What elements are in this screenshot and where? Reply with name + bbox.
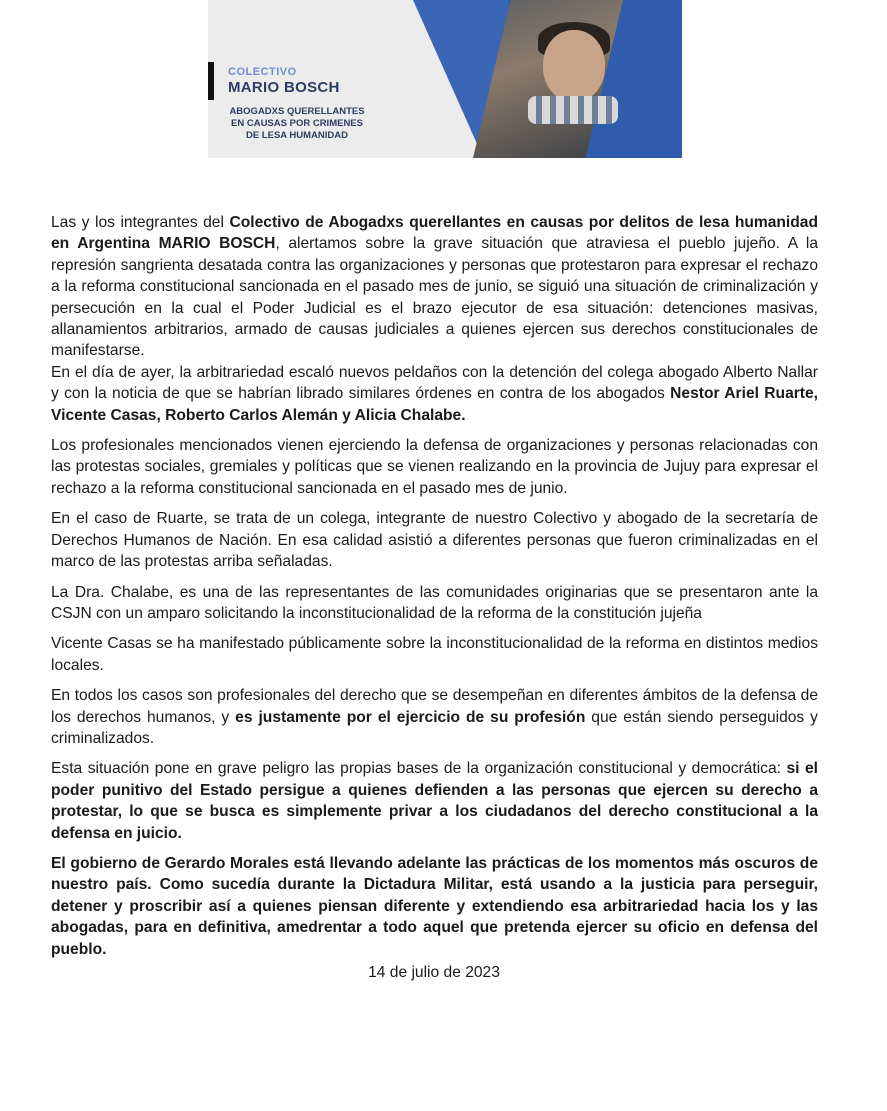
text: En el día de ayer, la arbitrariedad escaló nuevos peldaños con la detención del colega abogado Alberto Nallar y con la noticia de que se habrían librado similares órdenes en contra de los abogados bbox=[51, 363, 818, 403]
paragraph-8 bbox=[51, 758, 818, 844]
text: que están siendo perseguidos y criminalizados. bbox=[51, 708, 818, 747]
paragraph-5: La Dra. Chalabe, es una de las representantes de las comunidades originarias que se presentaron ante la CSJN con un amparo solicitando la inconstitucionalidad de la reforma de la constitución jujeña bbox=[51, 583, 818, 622]
bold-text: Colectivo de Abogadxs querellantes en causas por delitos de lesa humanidad en Argentina MARIO BOSCH bbox=[51, 214, 818, 253]
paragraph-7 bbox=[51, 685, 818, 749]
banner-black-bar bbox=[208, 62, 214, 100]
paragraph-9 bbox=[51, 853, 818, 960]
bold-text: El gobierno de Gerardo Morales está llevando adelante las prácticas de los momentos más oscuros de nuestro país. Como sucedía durante la Dictadura Militar, está usando a la justicia para perseguir, detener y proscribir así a quienes piensan diferente y extendiendo esa arbitrariedad hacia los y las abogadas, para en definitiva, amedrentar a todo aquel que pretenda ejercer su oficio en defensa del pueblo. bbox=[51, 854, 818, 958]
banner-colectivo: COLECTIVO bbox=[228, 66, 297, 78]
text: Esta situación pone en grave peligro las propias bases de la organización constitucional y democrática: bbox=[51, 760, 787, 778]
paragraph-3: Los profesionales mencionados vienen ejerciendo la defensa de organizaciones y personas relacionadas con las protestas sociales, gremiales y políticas que se vienen realizando en la provincia de Jujuy para expresar el rechazo a la reforma constitucional sancionada en el pasado mes de junio. bbox=[51, 437, 818, 497]
text: Las y los integrantes del bbox=[51, 214, 230, 231]
paragraph-1 bbox=[51, 212, 818, 362]
portrait-face bbox=[543, 30, 605, 102]
text: , alertamos sobre la grave situación que atraviesa el pueblo jujeño. A la represión sangrienta desatada contra las organizaciones y personas que protestaron para expresar el rechazo a la reforma constitucional sancionada en el pasado mes de junio, se siguió una situación de criminalización y persecución en la cual el Poder Judicial es el brazo ejecutor de esa situación: detenciones masivas, allanamientos arbitrarios, armado de causas judiciales a quienes ejercen sus derechos constitucionales de manifestarse. bbox=[51, 235, 818, 360]
document-body bbox=[51, 212, 818, 969]
banner-subtitle bbox=[222, 106, 372, 142]
bold-text: es justamente por el ejercicio de su profesión bbox=[235, 708, 586, 726]
banner-name: MARIO BOSCH bbox=[228, 79, 340, 96]
header-banner bbox=[208, 0, 682, 158]
paragraph-2 bbox=[51, 362, 818, 426]
paragraph-4: En el caso de Ruarte, se trata de un colega, integrante de nuestro Colectivo y abogado de la secretaría de Derechos Humanos de Nación. En esa calidad asistió a diferentes personas que fueron criminalizadas en el marco de las protestas arriba señaladas. bbox=[51, 510, 818, 571]
text: En todos los casos son profesionales del derecho que se desempeñan en diferentes ámbitos de la defensa de los derechos humanos, y bbox=[51, 687, 818, 726]
bold-text: Nestor Ariel Ruarte, Vicente Casas, Roberto Carlos Alemán y Alicia Chalabe. bbox=[51, 385, 819, 424]
document-date: 14 de julio de 2023 bbox=[368, 964, 500, 981]
banner-subtitle-line: ABOGADXS QUERELLANTES bbox=[229, 106, 365, 117]
portrait-scarf bbox=[528, 96, 618, 124]
paragraph-6: Vicente Casas se ha manifestado públicamente sobre la inconstitucionalidad de la reforma en distintos medios locales. bbox=[51, 635, 818, 674]
banner-subtitle-line: DE LESA HUMANIDAD bbox=[245, 130, 349, 141]
bold-text: si el poder punitivo del Estado persigue a quienes defienden a las personas que ejercen su derecho a protestar, lo que se busca es simplemente privar a los ciudadanos del derecho constitucional a la defensa en juicio. bbox=[51, 760, 819, 842]
banner-subtitle-line: EN CAUSAS POR CRIMENES bbox=[231, 118, 363, 129]
